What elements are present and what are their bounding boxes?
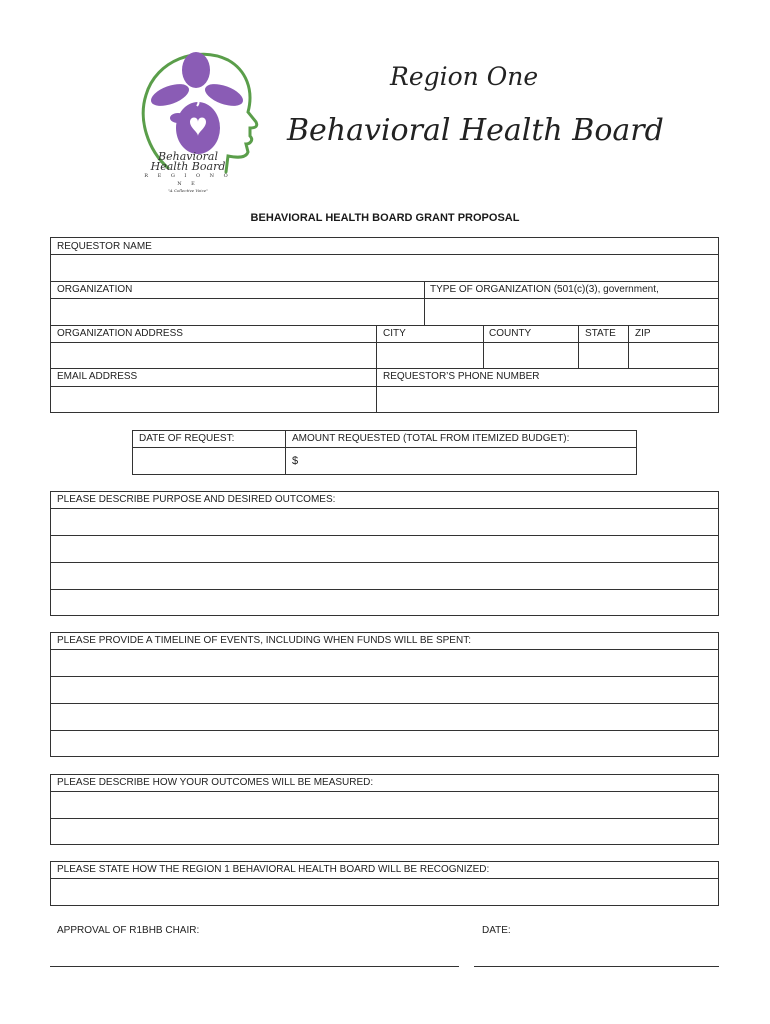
state-label: STATE <box>585 328 616 339</box>
email-label: EMAIL ADDRESS <box>57 371 138 382</box>
city-label: CITY <box>383 328 406 339</box>
logo-line1: Behavioral <box>158 150 218 163</box>
approval-chair-label: APPROVAL OF R1BHB CHAIR: <box>57 925 200 936</box>
email-field[interactable] <box>51 387 375 412</box>
measured-label: PLEASE DESCRIBE HOW YOUR OUTCOMES WILL BE MEASURED: <box>57 777 374 788</box>
recognized-field[interactable] <box>51 879 718 905</box>
logo-line2: Health Board <box>150 160 226 173</box>
org-address-label: ORGANIZATION ADDRESS <box>57 328 183 339</box>
timeline-field[interactable] <box>51 650 718 756</box>
zip-field[interactable] <box>629 343 718 368</box>
approval-date-line[interactable] <box>474 966 719 967</box>
dollar-sign: $ <box>292 455 299 467</box>
phone-label: REQUESTOR’S PHONE NUMBER <box>383 371 540 382</box>
county-field[interactable] <box>484 343 577 368</box>
approval-date-label: DATE: <box>482 925 511 936</box>
timeline-label: PLEASE PROVIDE A TIMELINE OF EVENTS, INCLUDING WHEN FUNDS WILL BE SPENT: <box>57 635 471 646</box>
state-field[interactable] <box>579 343 627 368</box>
organization-field[interactable] <box>51 299 423 325</box>
purpose-label: PLEASE DESCRIBE PURPOSE AND DESIRED OUTCOMES: <box>57 494 336 505</box>
county-label: COUNTY <box>489 328 532 339</box>
date-of-request-field[interactable] <box>133 448 284 474</box>
organization-label: ORGANIZATION <box>57 284 133 295</box>
org-type-label: TYPE OF ORGANIZATION (501(c)(3), government, <box>430 284 659 295</box>
phone-field[interactable] <box>377 387 718 412</box>
city-field[interactable] <box>377 343 482 368</box>
org-address-field[interactable] <box>51 343 375 368</box>
amount-requested-field[interactable] <box>286 448 636 474</box>
logo-wordmark <box>138 152 238 193</box>
date-of-request-label: DATE OF REQUEST: <box>139 433 235 444</box>
logo-tagline: "A Collective Voice" <box>167 188 209 193</box>
requestor-name-label: REQUESTOR NAME <box>57 241 152 252</box>
chair-signature-line[interactable] <box>50 966 459 967</box>
document-title: BEHAVIORAL HEALTH BOARD GRANT PROPOSAL <box>250 212 520 224</box>
measured-field[interactable] <box>51 792 718 844</box>
requestor-name-field[interactable] <box>51 255 718 281</box>
amount-requested-label: AMOUNT REQUESTED (TOTAL FROM ITEMIZED BUDGET): <box>292 433 570 444</box>
org-type-field[interactable] <box>425 299 718 325</box>
purpose-field[interactable] <box>51 509 718 615</box>
logo-line3: R E G I O N O N E <box>144 173 232 187</box>
brand-region: Region One <box>390 62 539 91</box>
zip-label: ZIP <box>635 328 651 339</box>
recognized-label: PLEASE STATE HOW THE REGION 1 BEHAVIORAL HEALTH BOARD WILL BE RECOGNIZED: <box>57 864 490 875</box>
brand-board: Behavioral Health Board <box>287 113 664 148</box>
